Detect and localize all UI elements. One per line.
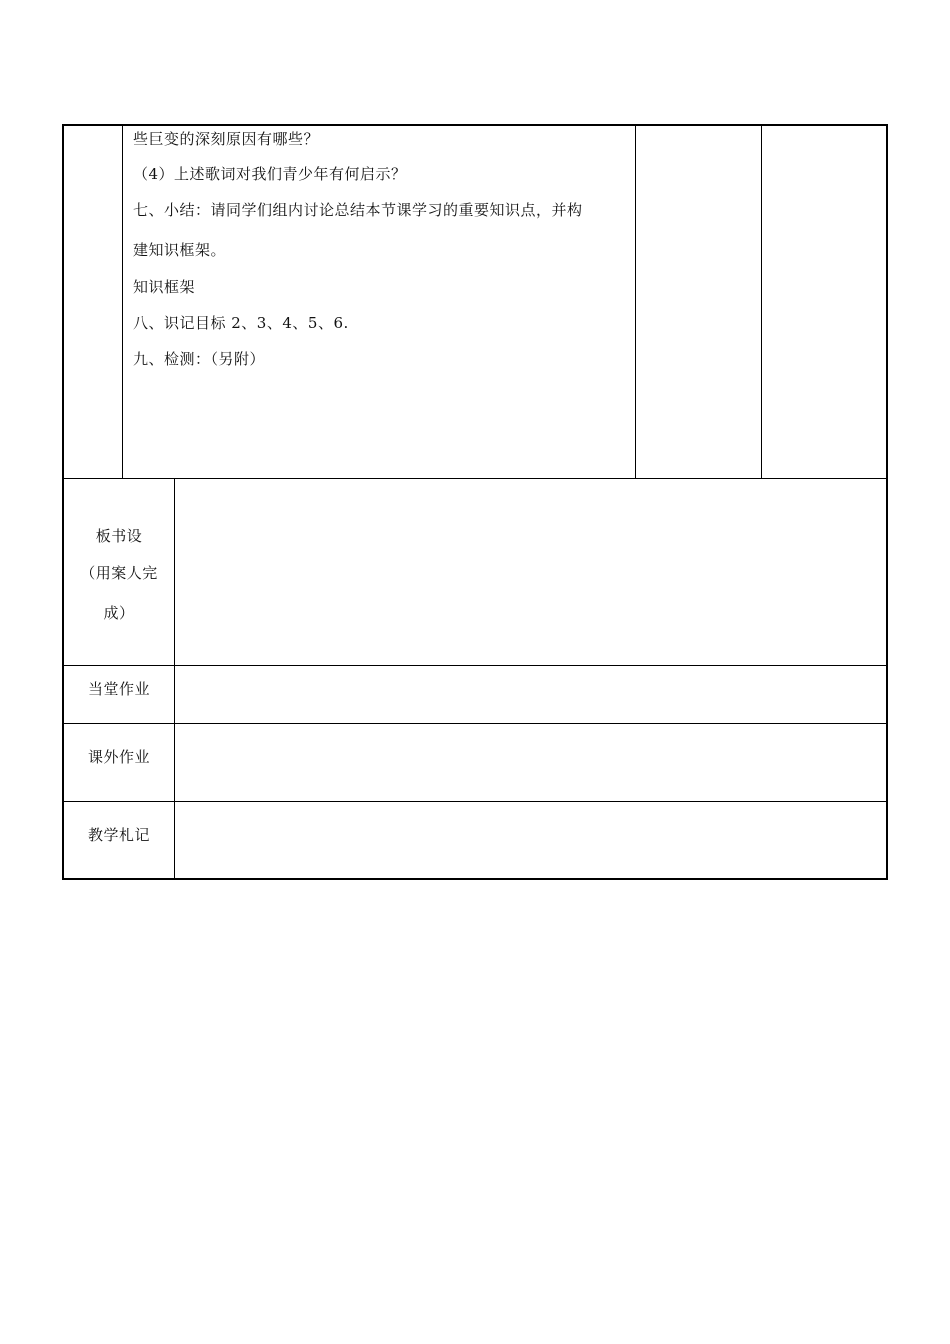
content-line: 九、检测：（另附） bbox=[133, 350, 266, 368]
classwork-label: 当堂作业 bbox=[87, 680, 150, 698]
table-divider bbox=[63, 478, 887, 479]
content-line: 八、识记目标 2、3、4、5、6. bbox=[133, 314, 349, 332]
content-line: 知识框架 bbox=[133, 278, 196, 296]
board-design-label: （用案人完 bbox=[80, 564, 158, 582]
teaching-notes-label: 教学札记 bbox=[87, 826, 150, 844]
table-divider bbox=[63, 723, 887, 724]
content-line: （4）上述歌词对我们青少年有何启示？ bbox=[133, 165, 407, 183]
table-divider bbox=[122, 125, 123, 479]
content-line: 些巨变的深刻原因有哪些？ bbox=[133, 130, 320, 148]
table-divider bbox=[63, 665, 887, 666]
content-line: 七、小结：请同学们组内讨论总结本节课学习的重要知识点，并构 bbox=[133, 201, 583, 219]
board-design-label: 板书设 bbox=[95, 527, 143, 545]
table-divider bbox=[761, 125, 762, 479]
classwork-cell[interactable] bbox=[176, 667, 886, 722]
homework-label: 课外作业 bbox=[87, 748, 150, 766]
table-divider bbox=[63, 801, 887, 802]
content-line: 建知识框架。 bbox=[133, 241, 227, 259]
table-divider bbox=[635, 125, 636, 479]
teaching-notes-cell[interactable] bbox=[176, 803, 886, 878]
homework-cell[interactable] bbox=[176, 725, 886, 800]
board-design-cell[interactable] bbox=[176, 480, 886, 664]
board-design-label: 成） bbox=[103, 604, 135, 622]
table-divider bbox=[174, 479, 175, 879]
